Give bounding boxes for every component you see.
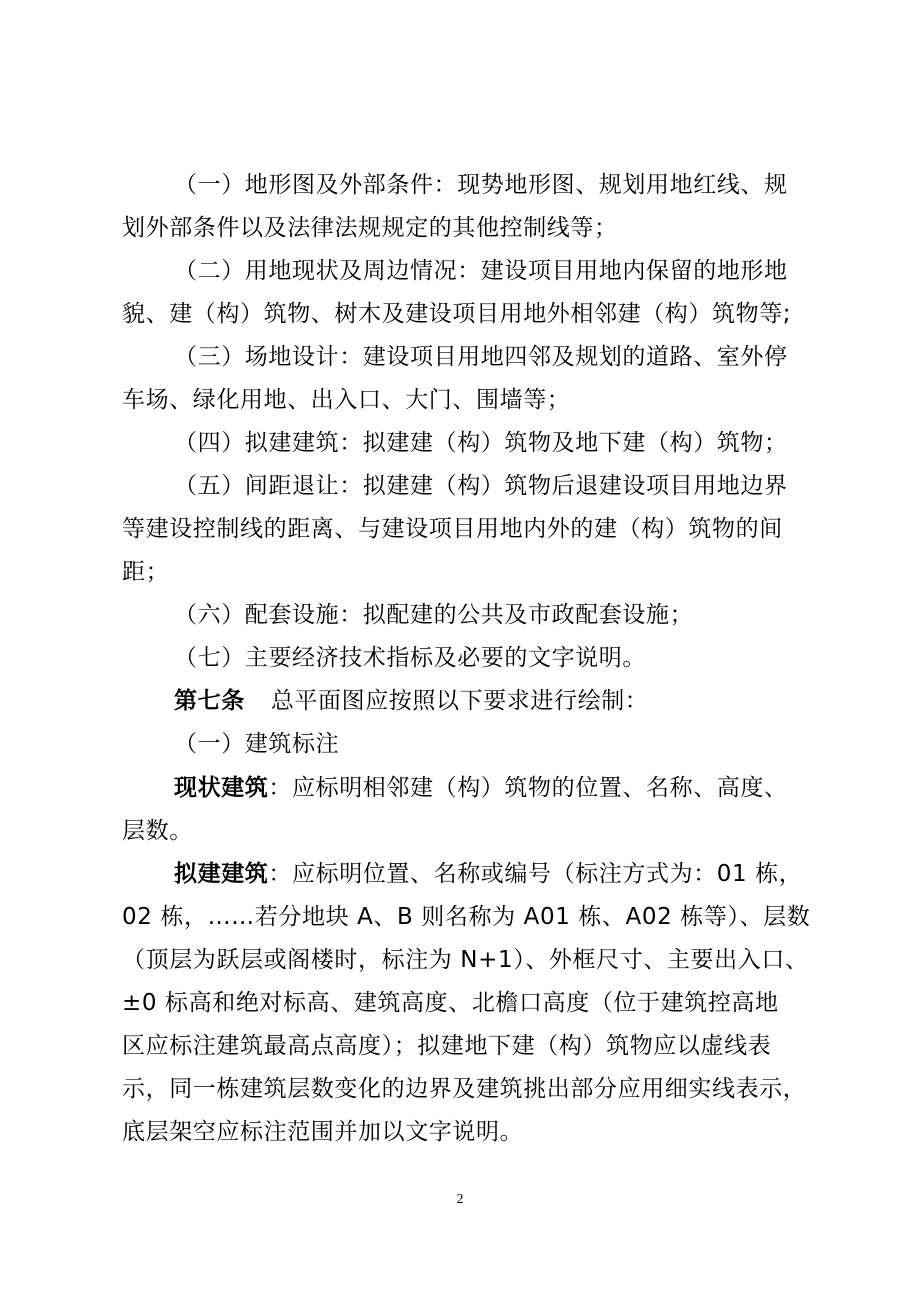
article-7-text: 总平面图应按照以下要求进行绘制： — [270, 688, 649, 714]
proposed-building-text: ：应标明位置、名称或编号（标注方式为：01 栋， — [268, 861, 803, 887]
page-number: 2 — [456, 1192, 464, 1207]
existing-building-line-1 — [174, 773, 788, 803]
paragraph-5-line-3: 距； — [122, 559, 170, 585]
article-7-heading — [174, 686, 648, 716]
paragraph-6-line-1: （六）配套设施：拟配建的公共及市政配套设施； — [174, 602, 694, 628]
paragraph-1-line-1: （一）地形图及外部条件：现势地形图、规划用地红线、规 — [174, 172, 788, 198]
paragraph-2-line-1: （二）用地现状及周边情况：建设项目用地内保留的地形地 — [174, 258, 788, 284]
subsection-1-heading: （一）建筑标注 — [174, 731, 340, 757]
proposed-building-term: 拟建建筑 — [174, 861, 269, 887]
proposed-building-line-3: （顶层为跃层或阁楼时，标注为 N+1）、外框尺寸、主要出入口、 — [122, 947, 809, 973]
proposed-building-line-1 — [174, 859, 802, 889]
paragraph-7-line-1: （七）主要经济技术指标及必要的文字说明。 — [174, 645, 646, 671]
paragraph-5-line-2: 等建设控制线的距离、与建设项目用地内外的建（构）筑物的间 — [122, 516, 783, 542]
proposed-building-line-4: ±0 标高和绝对标高、建筑高度、北檐口高度（位于建筑控高地 — [122, 990, 779, 1016]
article-7-label: 第七条 — [174, 688, 245, 714]
proposed-building-line-6: 示，同一栋建筑层数变化的边界及建筑挑出部分应用细实线表示， — [122, 1076, 807, 1102]
existing-building-line-2: 层数。 — [122, 818, 193, 844]
paragraph-4-line-1: （四）拟建建筑：拟建建（构）筑物及地下建（构）筑物； — [174, 430, 788, 456]
paragraph-2-line-2: 貌、建（构）筑物、树木及建设项目用地外相邻建（构）筑物等; — [122, 301, 792, 327]
paragraph-3-line-2: 车场、绿化用地、出入口、大门、围墙等； — [122, 387, 571, 413]
proposed-building-line-7: 底层架空应标注范围并加以文字说明。 — [122, 1119, 524, 1145]
existing-building-term: 现状建筑 — [174, 775, 269, 801]
paragraph-3-line-1: （三）场地设计：建设项目用地四邻及规划的道路、室外停 — [174, 344, 788, 370]
proposed-building-line-2: 02 栋，……若分地块 A、B 则名称为 A01 栋、A02 栋等）、层数 — [122, 904, 811, 930]
proposed-building-line-5: 区应标注建筑最高点高度）；拟建地下建（构）筑物应以虚线表 — [122, 1033, 772, 1059]
existing-building-text: ：应标明相邻建（构）筑物的位置、名称、高度、 — [268, 775, 788, 801]
paragraph-1-line-2: 划外部条件以及法律法规规定的其他控制线等； — [122, 215, 618, 241]
paragraph-5-line-1: （五）间距退让：拟建建（构）筑物后退建设项目用地边界 — [174, 473, 788, 499]
